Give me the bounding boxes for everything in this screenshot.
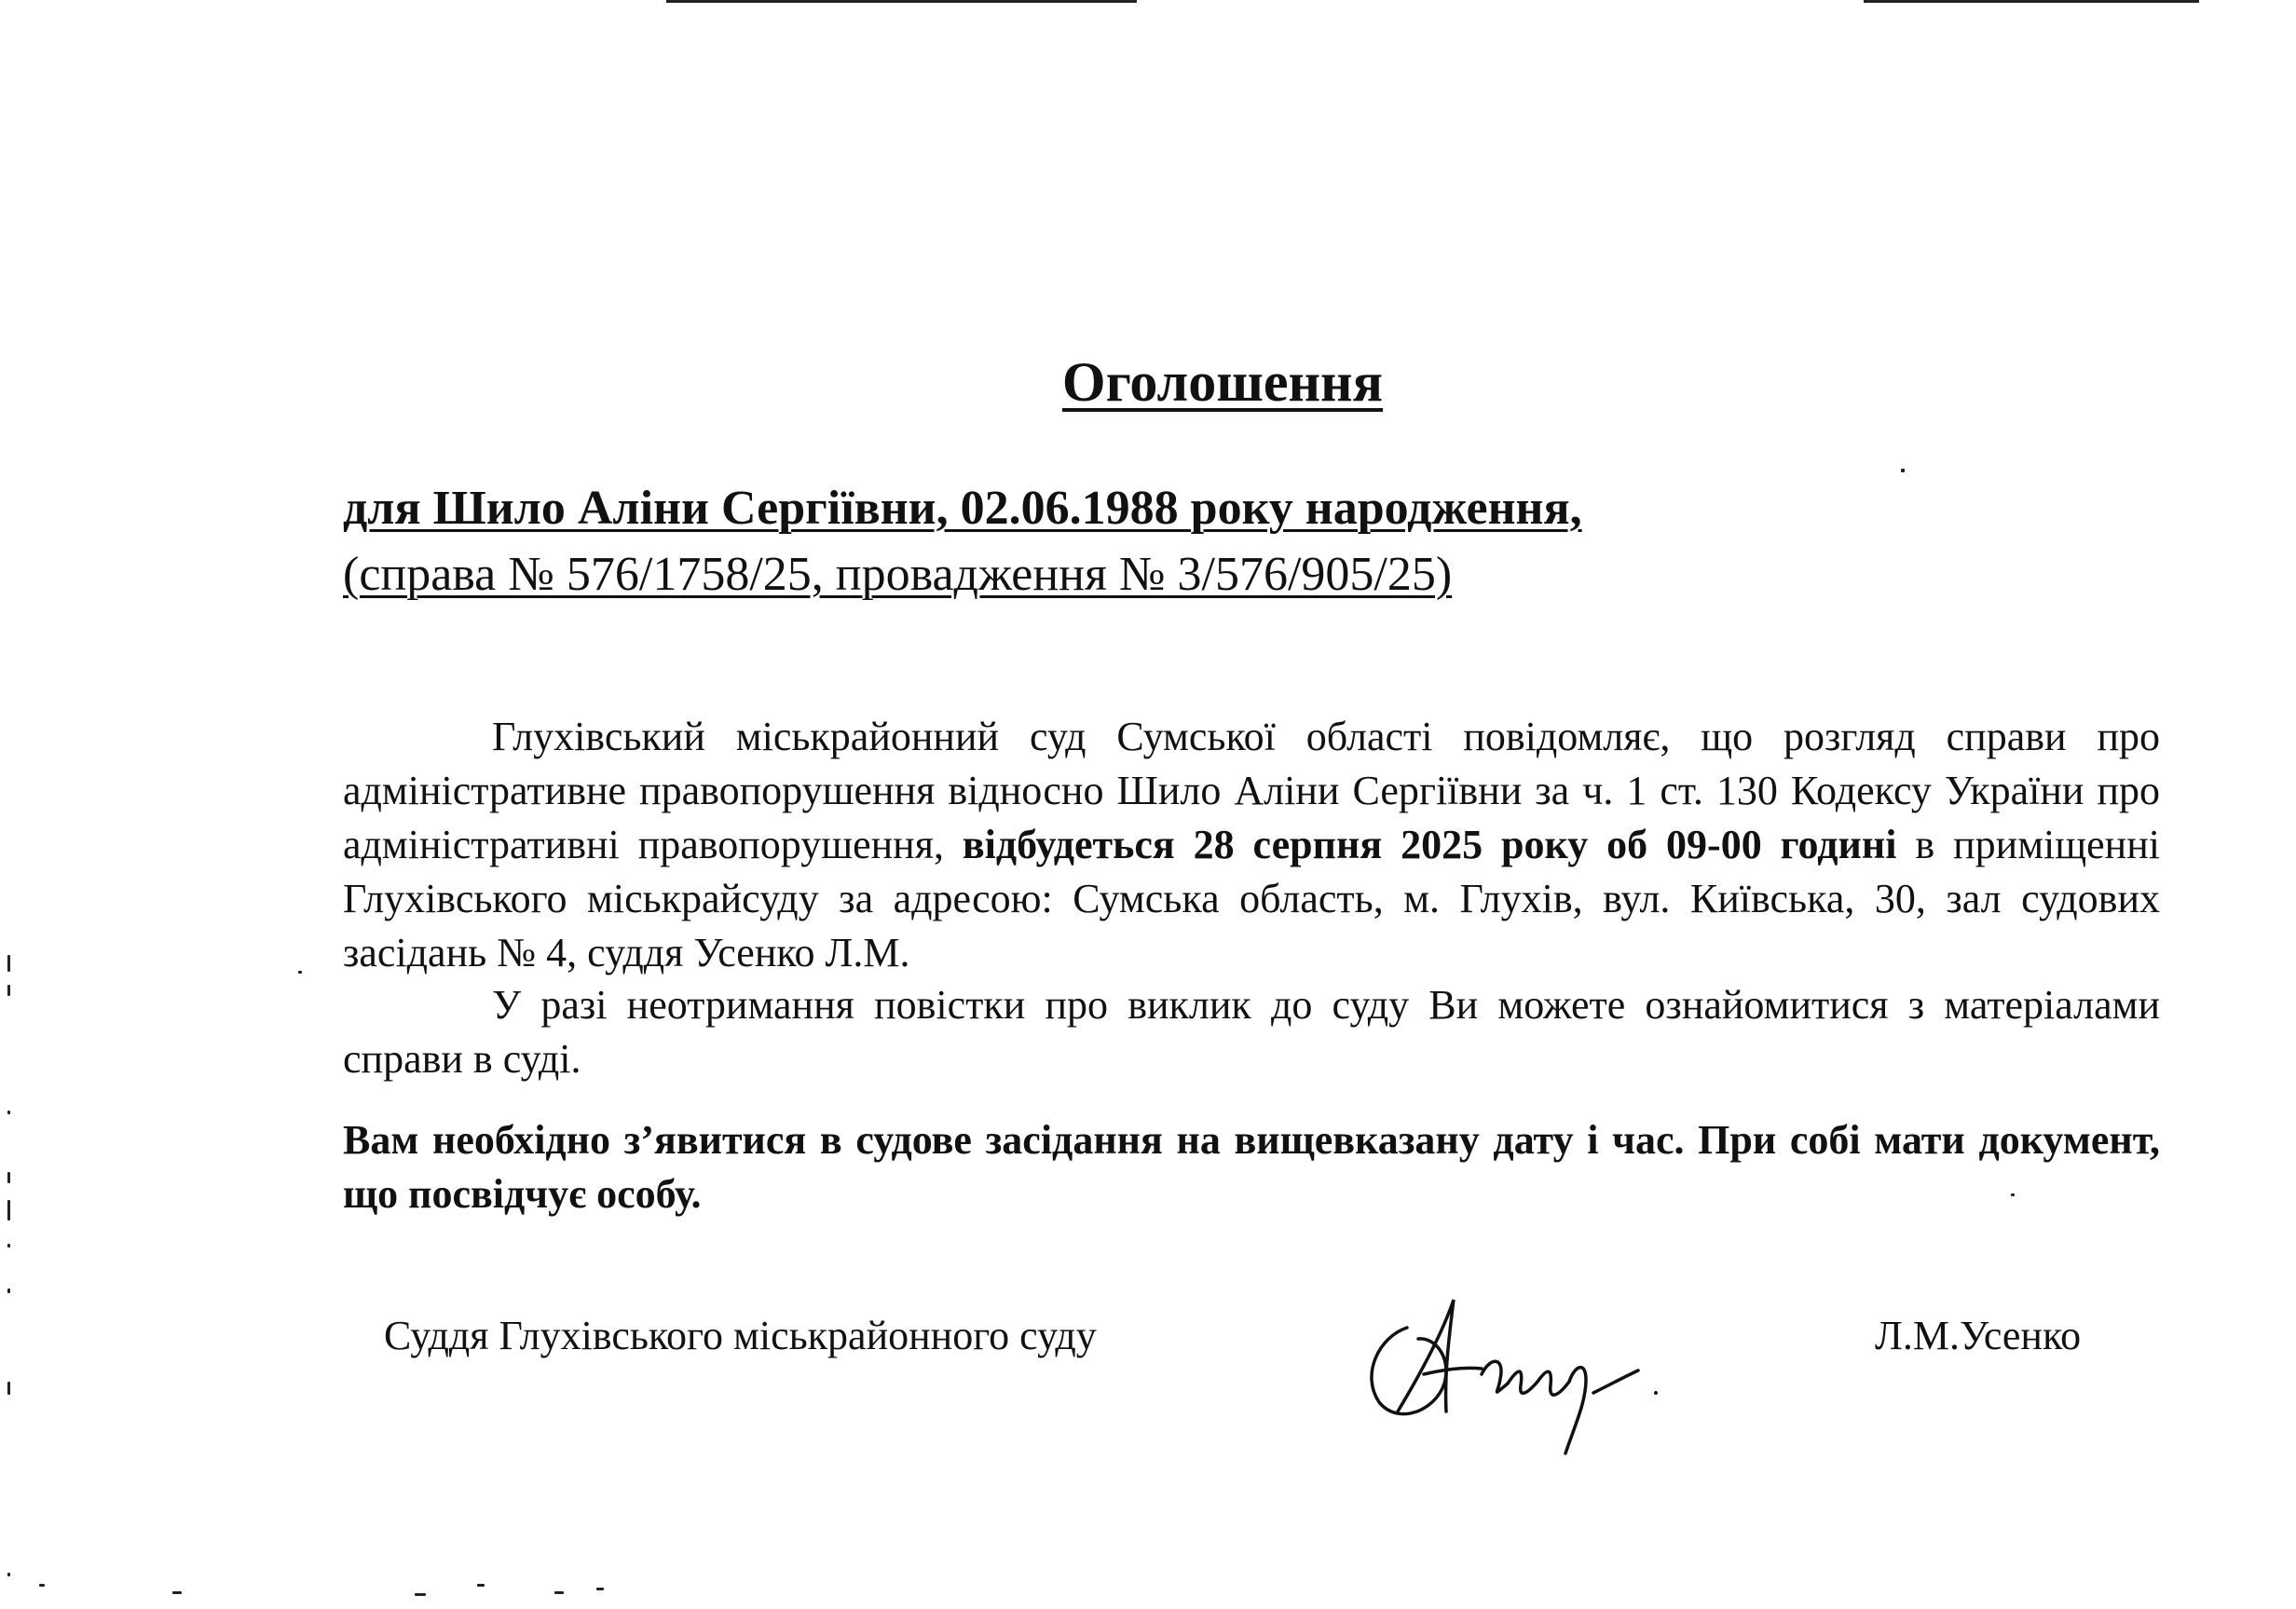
handwritten-signature [1342, 1272, 1677, 1467]
scan-speck [7, 1573, 10, 1576]
judge-title: Суддя Глухівського міськрайонного суду [384, 1313, 1097, 1358]
addressee-line: для Шило Аліни Сергіївни, 02.06.1988 року народження, [343, 482, 1582, 535]
notice-paragraph: У разі неотримання повістки про виклик до суду Ви можете ознайомитися з матеріалами справи в суді. [343, 982, 2160, 1082]
scan-speck [415, 1593, 426, 1596]
scan-edge-line [1864, 0, 2199, 3]
paragraph-text: Глухівський міськрайонний суд Сумської області повідомляє, що розгляд справи про адміністративне правопорушення відносно Шило Аліни Сергіївни за ч. 1 ст. 130 Кодексу України про адміністративні правопорушення, [343, 714, 2160, 867]
signature-block [0, 1309, 2296, 1458]
scan-speck [7, 955, 10, 972]
paragraph-text: в приміщенні Глухівського міськрайсуду за адресою: Сумська область, м. Глухів, вул. Київська, 30, зал судових засідань № 4, суддя Усенко Л.М. [343, 822, 2160, 975]
scan-speck [298, 971, 302, 974]
scan-speck [7, 1111, 10, 1114]
scan-edge-line [666, 0, 1137, 3]
judge-name: Л.М.Усенко [1875, 1313, 2082, 1358]
announcement-paragraph [343, 710, 2160, 980]
appearance-requirement: Вам необхідно з’явитися в судове засідання на вищевказану дату і час. При собі мати документ, що посвідчує особу. [343, 1117, 2160, 1217]
case-reference: (справа № 576/1758/25, провадження № 3/576/905/25) [343, 548, 1453, 601]
scan-speck [477, 1584, 485, 1587]
hearing-date-time: відбудеться 28 серпня 2025 року об 09-00 годині [962, 822, 1897, 867]
scan-speck [7, 1289, 10, 1293]
scan-speck [554, 1591, 564, 1594]
scan-speck [7, 1200, 10, 1220]
document-title: Оголошення [1061, 351, 1384, 413]
scan-speck [172, 1591, 182, 1594]
scan-speck [1901, 469, 1905, 472]
scan-speck [7, 1244, 10, 1248]
scan-speck [596, 1588, 604, 1590]
scan-speck [7, 1172, 10, 1183]
scan-speck [39, 1584, 45, 1587]
scan-speck [7, 985, 10, 996]
